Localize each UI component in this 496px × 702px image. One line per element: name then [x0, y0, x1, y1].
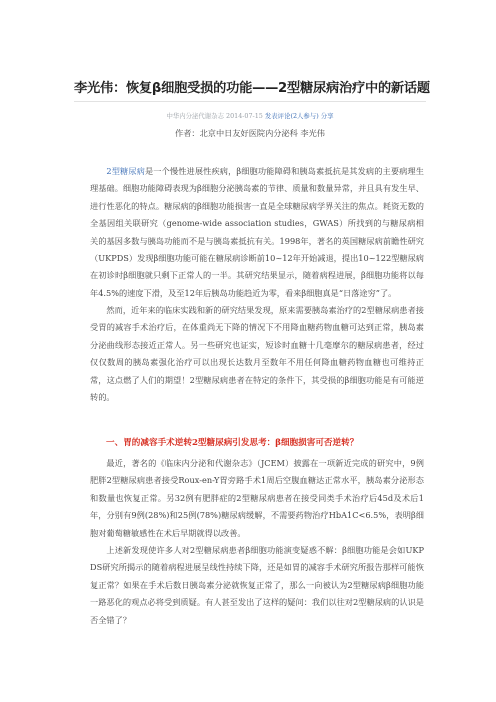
paragraph-3: 最近，著名的《临床内分泌和代谢杂志》（JCEM）披露在一项新近完成的研究中，9例肥胖2型糖尿病患者接受Roux-en-Y胃旁路手术1周后空腹血糖达正常水平，胰岛素分泌形态和数量也恢复正常。另32例有肥胖症的2型糖尿病患者在接受同类手术治疗后45d及术后1年，分别有9例(28%)和25例(78%)糖尿病缓解，不需要药物治疗HbA1C<6.5%，表明β细胞对葡萄糖敏感性在术后早期就得以改善。	[90, 458, 424, 538]
author-line: 作者：北京中日友好医院内分泌科 李光伟	[175, 128, 325, 138]
article-title: 李光伟：恢复β细胞受损的功能——2型糖尿病治疗中的新话题	[74, 81, 430, 96]
paragraph-2: 然而，近年来的临床实践和新的研究结果发现，原来需要胰岛素治疗的2型糖尿病患者接受胃的减容手术治疗后，在体重尚无下降的情况下不用降血糖药物血糖可达到正常，胰岛素分泌曲线形态接近正常人。另一些研究也证实，短诊时血糖十几毫摩尔的糖尿病患者，经过仅仅数周的胰岛素强化治疗可以出现长达数月至数年不用任何降血糖药物血糖也可维持正常，这点燃了人们的期望！2型糖尿病患者在特定的条件下，其受损的β细胞功能是有可能逆转的。	[90, 305, 424, 403]
comment-link[interactable]: 发表评论	[264, 112, 291, 120]
article-meta	[74, 111, 426, 120]
paragraph-4: 上述新发现使许多人对2型糖尿病患者β细胞功能演变疑惑不解：β细胞功能是会如UKPDS研究所揭示的随着病程进展呈线性持续下降，还是如胃的减容手术研究所报告那样可能恢复正常？如果在手术后数日胰岛素分泌就恢复正常了，那么一向被认为2型糖尿病β细胞功能一路恶化的观点必将受到质疑。有人甚至发出了这样的疑问：我们以往对2型糖尿病的认识是否全错了？	[90, 545, 424, 625]
section-heading: 一、胃的减容手术逆转2型糖尿病引发思考：β细胞损害可否逆转？	[106, 438, 359, 448]
paragraph-1-text: 是一个慢性进展性疾病，β细胞功能障碍和胰岛素抵抗是其发病的主要病理生理基础。细胞功能障碍表现为β细胞分泌胰岛素的节律、质量和数量异常，并且具有发生早、进行性恶化的特点。糖尿病的β细胞功能损害一直是全球糖尿病学界关注的焦点。耗资无数的全基因组关联研究（genome-wide association studies，GWAS）所找到的与糖尿病相关的基因多数与胰岛功能而不是与胰岛素抵抗有关。1998年，著名的英国糖尿病前瞻性研究（UKPDS）发现β细胞功能可能在糖尿病诊断前10~12年开始减退，提出10~122型糖尿病在初诊时β细胞就只剩下正常人的一半。其研究结果显示，随着病程进展，β细胞功能将以每年4.5%的速度下滑，及至12年后胰岛功能趋近为零，看来β细胞真是“日落途穷”了。	[90, 166, 424, 298]
keyword-link-diabetes[interactable]: 2型糖尿病	[106, 166, 145, 176]
comment-count[interactable]: (2人参与)	[290, 112, 319, 120]
source-date: 中华内分泌代谢杂志 2014-07-15	[166, 112, 263, 120]
share-link[interactable]: 分享	[320, 112, 334, 120]
title-divider	[74, 101, 426, 102]
paragraph-1	[90, 163, 424, 302]
